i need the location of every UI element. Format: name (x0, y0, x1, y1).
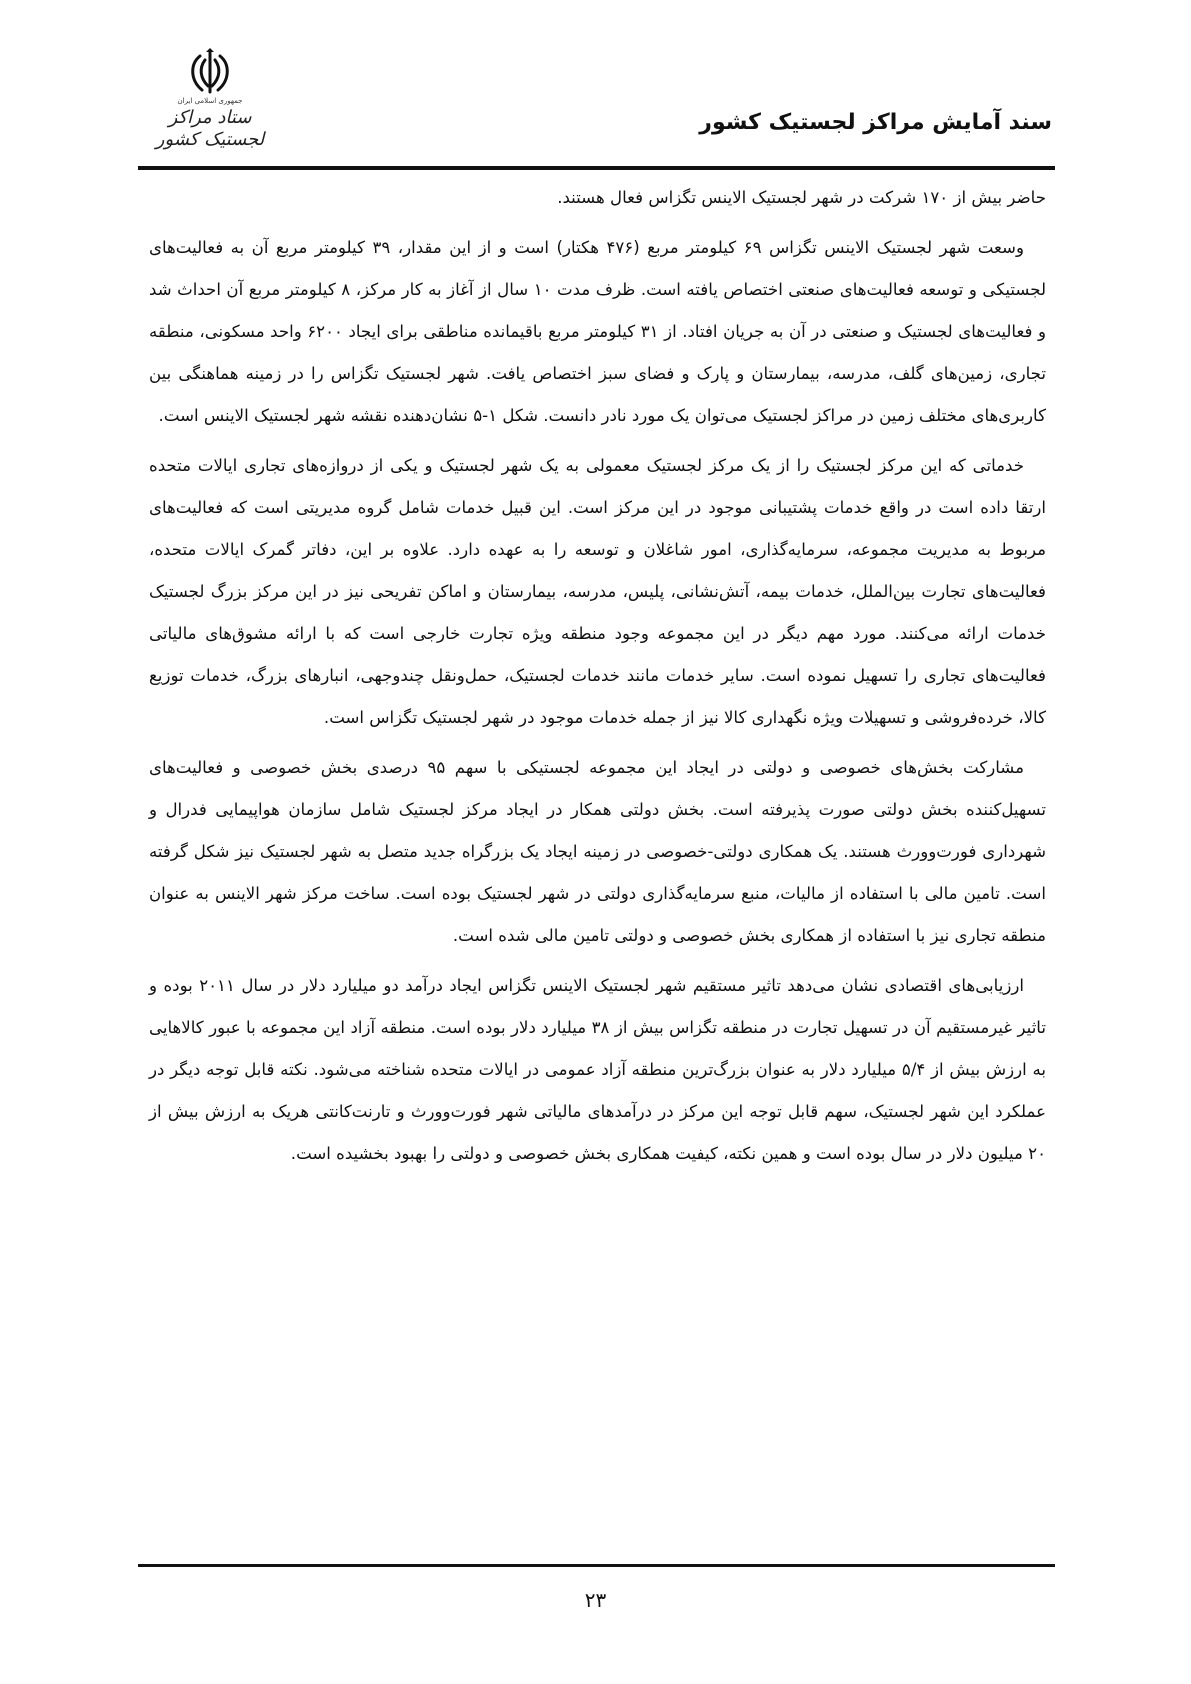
header-logo (150, 48, 270, 158)
logo-small-text: جمهوری اسلامی ایران (177, 97, 243, 105)
header-divider (138, 166, 1055, 170)
footer-divider (138, 1564, 1055, 1567)
paragraph: ارزیابی‌های اقتصادی نشان می‌دهد تاثیر مستقیم شهر لجستیک الاینس تگزاس ایجاد درآمد دو میلیارد دلار در سال ۲۰۱۱ بوده و تاثیر غیرمستقیم آن در تسهیل تجارت در منطقه تگزاس بیش از ۳۸ میلیارد دلار بوده است. منطقه آزاد این مجموعه با عبور کالاهایی به ارزش بیش از ۵/۴ میلیارد دلار به عنوان بزرگ‌ترین منطقه آزاد عمومی در ایالات متحده شناخته می‌شود. نکته قابل توجه دیگر در عملکرد این شهر لجستیک، سهم قابل توجه این مرکز در درآمدهای مالیاتی شهر فورت‌وورث و تارنت‌کانتی هریک به ارزش بیش از ۲۰ میلیون دلار در سال بوده است و همین نکته، کیفیت همکاری بخش خصوصی و دولتی را بهبود بخشیده است. (149, 976, 1046, 1163)
iran-emblem-icon (186, 48, 234, 96)
body-text (149, 177, 1046, 1183)
paragraph: وسعت شهر لجستیک الاینس تگزاس ۶۹ کیلومتر مربع (۴۷۶ هکتار) است و از این مقدار، ۳۹ کیلومتر مربع آن به فعالیت‌های لجستیکی و توسعه فعالیت‌های صنعتی اختصاص یافته است. ظرف مدت ۱۰ سال از آغاز به کار مرکز، ۸ کیلومتر مربع آن احداث شد و فعالیت‌های لجستیک و صنعتی در آن به جریان افتاد. از ۳۱ کیلومتر مربع باقیمانده مناطقی برای ایجاد ۶۲۰۰ واحد مسکونی، منطقه تجاری، زمین‌های گلف، مدرسه، بیمارستان و پارک و فضای سبز اختصاص یافت. شهر لجستیک تگزاس را در زمینه هماهنگی بین کاربری‌های مختلف زمین در مراکز لجستیک می‌توان یک مورد نادر دانست. شکل ۱-۵ نشان‌دهنده نقشه شهر لجستیک الاینس است. (149, 238, 1047, 425)
paragraph: مشارکت بخش‌های خصوصی و دولتی در ایجاد این مجموعه لجستیکی با سهم ۹۵ درصدی بخش خصوصی و فعالیت‌های تسهیل‌کننده بخش دولتی صورت پذیرفته است. بخش دولتی همکار در ایجاد مرکز لجستیک شامل سازمان هواپیمایی فدرال و شهرداری فورت‌وورث هستند. یک همکاری دولتی-خصوصی در زمینه ایجاد یک بزرگراه جدید متصل به شهر لجستیک نیز شکل گرفته است. تامین مالی با استفاده از مالیات، منبع سرمایه‌گذاری دولتی در شهر لجستیک بوده است. ساخت مرکز شهر الاینس به عنوان منطقه تجاری نیز با استفاده از همکاری بخش خصوصی و دولتی تامین مالی شده است. (149, 758, 1046, 945)
document-title: سند آمایش مراکز لجستیک کشور (699, 110, 1052, 135)
paragraph: خدماتی که این مرکز لجستیک را از یک مرکز لجستیک معمولی به یک شهر لجستیک و یکی از دروازه‌های تجاری ایالات متحده ارتقا داده است در واقع خدمات پشتیبانی موجود در این مرکز است. این قبیل خدمات شامل گروه مدیریتی است که فعالیت‌های مربوط به مدیریت مجموعه، سرمایه‌گذاری، امور شاغلان و توسعه را به عهده دارد. علاوه بر این، دفاتر گمرک ایالات متحده، فعالیت‌های تجارت بین‌الملل، خدمات بیمه، آتش‌نشانی، پلیس، مدرسه، بیمارستان و اماکن تفریحی نیز در این مرکز بزرگ لجستیک خدمات ارائه می‌کنند. مورد مهم دیگر در این مجموعه وجود منطقه ویژه تجارت خارجی است که با ارائه مشوق‌های مالیاتی فعالیت‌های تجاری را تسهیل نموده است. سایر خدمات مانند خدمات لجستیک، حمل‌ونقل چندوجهی، انبارهای بزرگ، خدمات توزیع کالا، خرده‌فروشی و تسهیلات ویژه نگهداری کالا نیز از جمله خدمات موجود در شهر لجستیک تگزاس است. (149, 456, 1046, 727)
paragraph: حاضر بیش از ۱۷۰ شرکت در شهر لجستیک الاینس تگزاس فعال هستند. (557, 188, 1046, 207)
logo-signature: ستاد مراکز لجستیک کشور (155, 107, 265, 150)
page-number: ۲۳ (584, 1588, 607, 1612)
